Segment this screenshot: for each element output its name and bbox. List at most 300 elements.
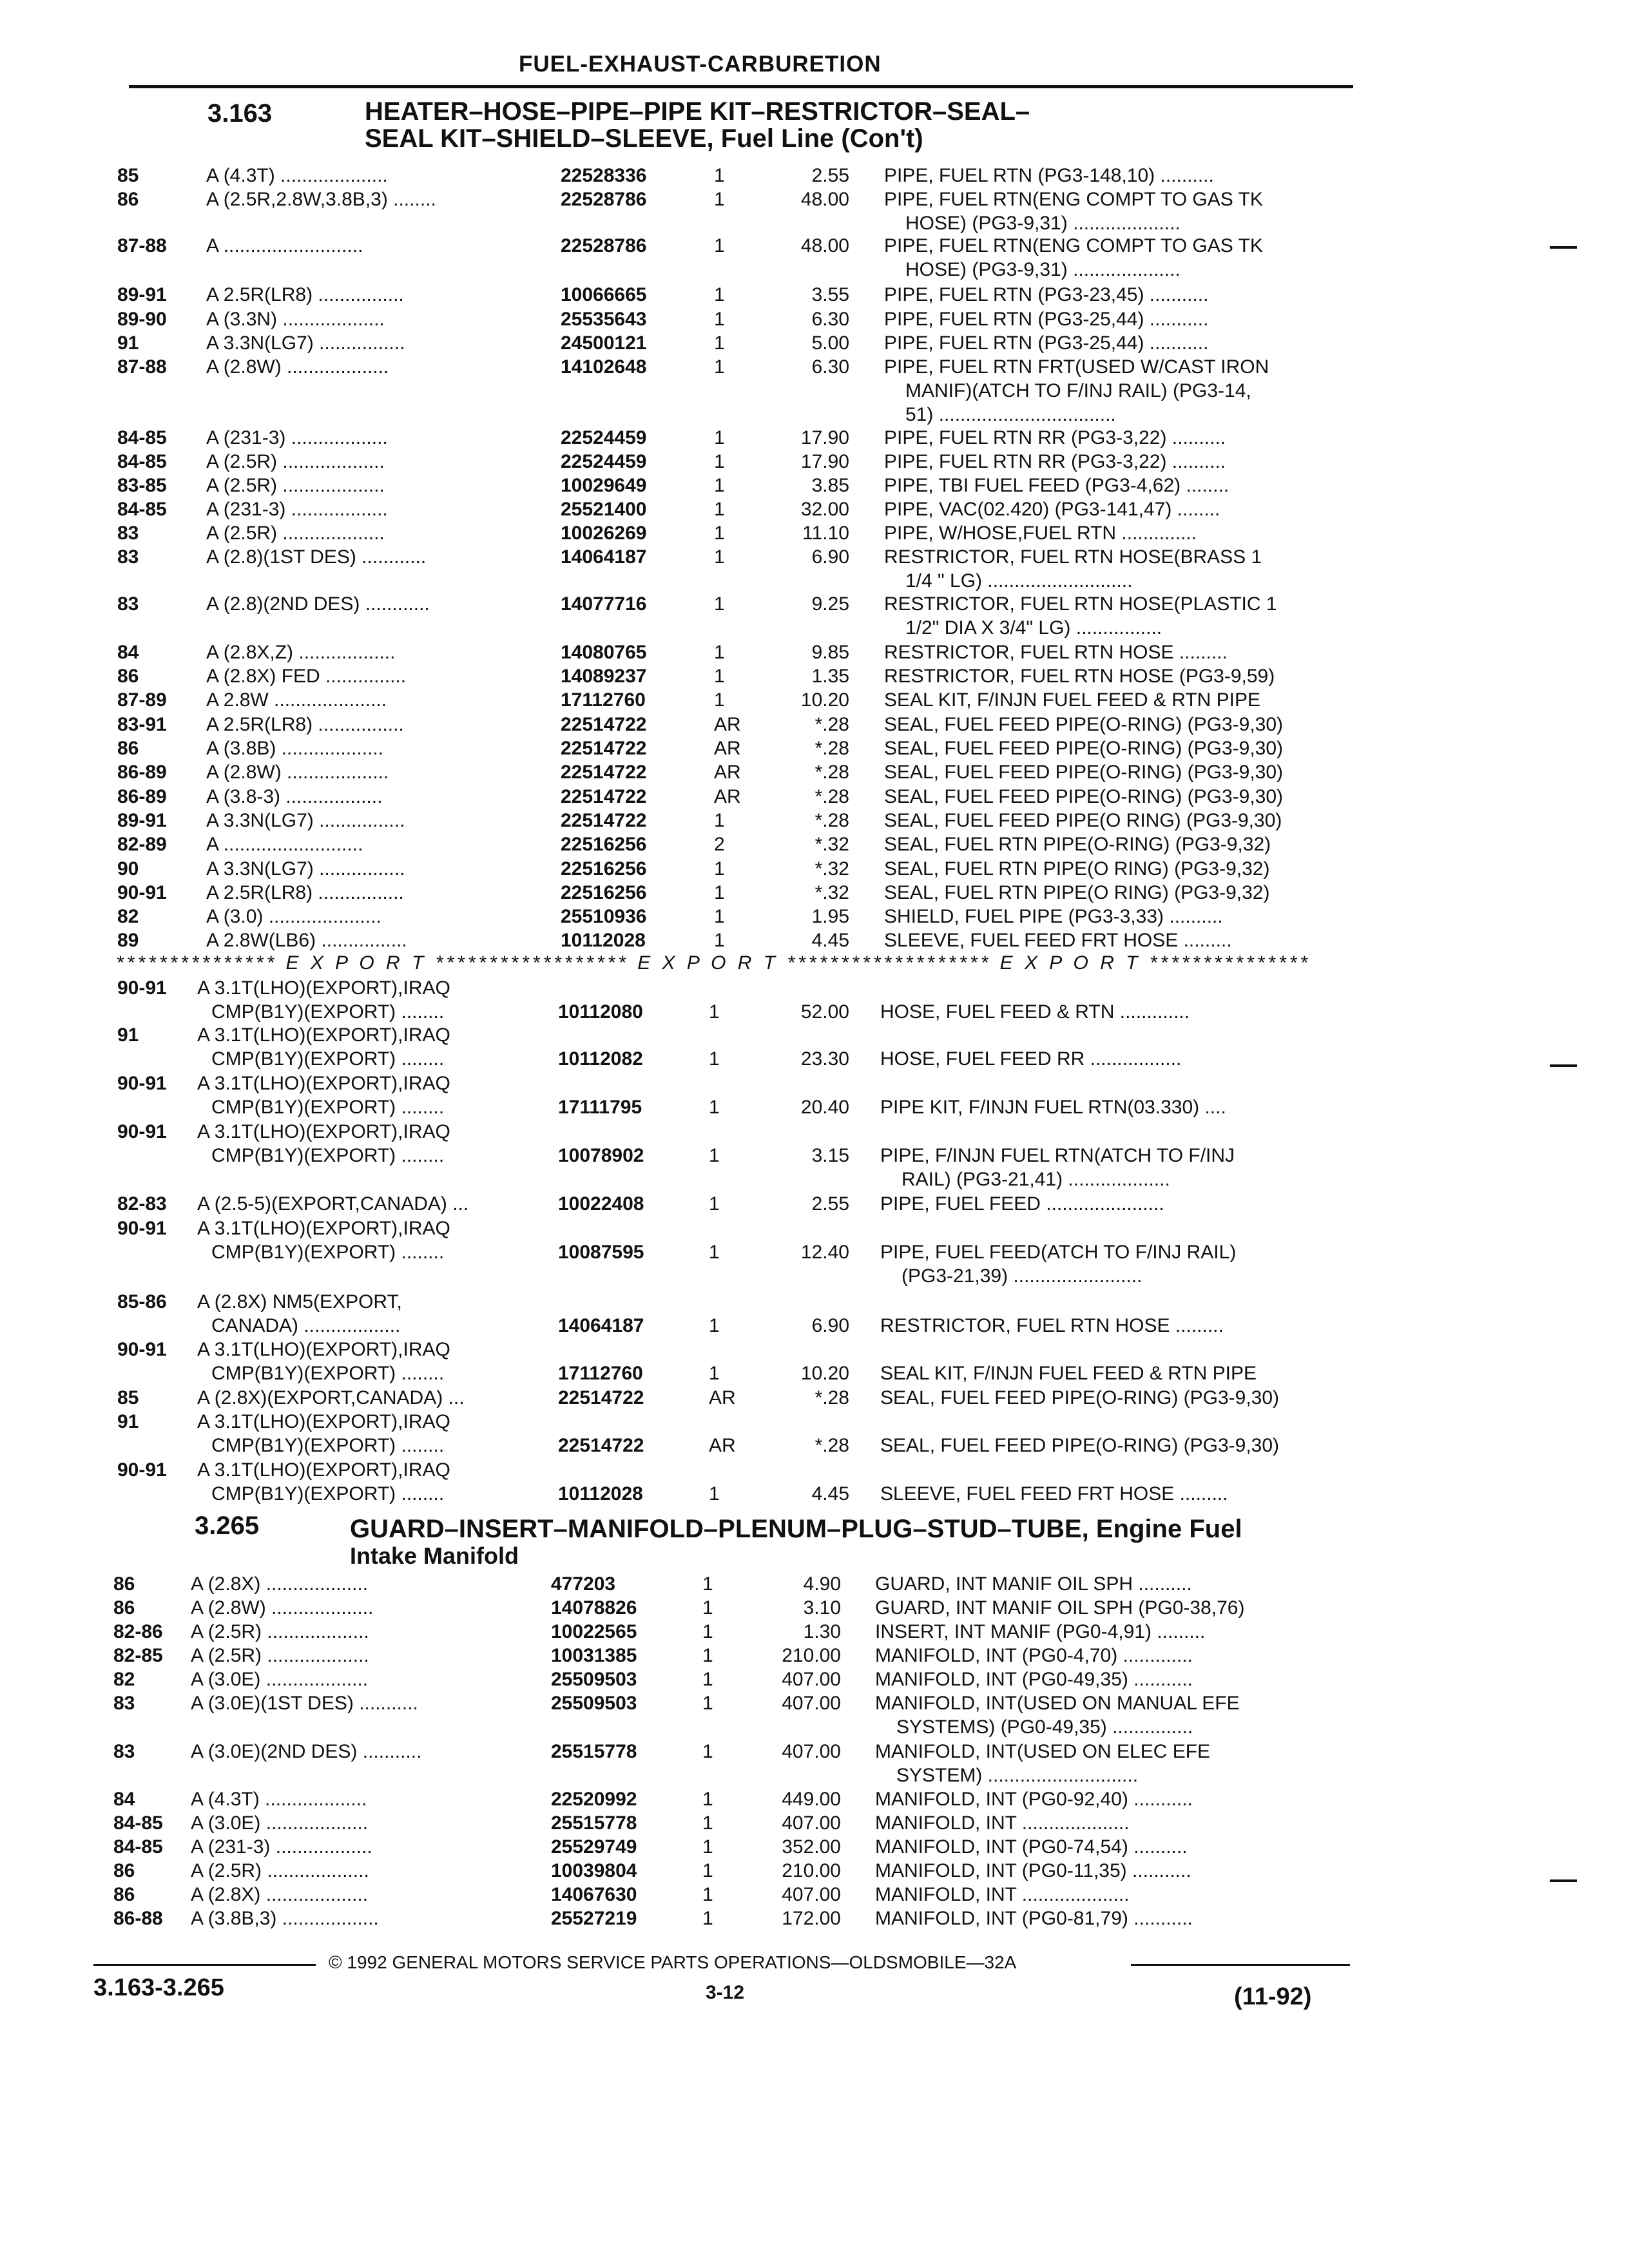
quantity: 1: [709, 1315, 720, 1336]
quantity: 1: [702, 1621, 713, 1642]
year-range: 84-85: [113, 1836, 163, 1858]
application: A (2.8X) ...................: [191, 1884, 369, 1905]
table-row: [0, 1073, 1629, 1118]
part-description: SEAL, FUEL RTN PIPE(O-RING) (PG3-9,32): [884, 834, 1271, 855]
table-row: [0, 499, 1629, 523]
price: 407.00: [782, 1884, 841, 1905]
price: 17.90: [800, 451, 849, 472]
part-description: GUARD, INT MANIF OIL SPH (PG0-38,76): [875, 1597, 1245, 1619]
quantity: 1: [702, 1908, 713, 1929]
application: A (3.8B) ...................: [206, 738, 384, 759]
quantity: AR: [714, 738, 741, 759]
quantity: 1: [702, 1597, 713, 1619]
price: 407.00: [782, 1741, 841, 1762]
price: 3.85: [811, 475, 849, 496]
part-description: RESTRICTOR, FUEL RTN HOSE .........: [880, 1315, 1224, 1336]
quantity: 1: [709, 1363, 720, 1384]
price: 20.40: [800, 1097, 849, 1118]
part-description: MANIFOLD, INT (PG0-92,40) ...........: [875, 1789, 1193, 1810]
price: *.28: [815, 786, 849, 807]
table-row: [0, 332, 1629, 356]
quantity: 1: [714, 546, 725, 568]
part-description: MANIFOLD, INT (PG0-4,70) .............: [875, 1645, 1193, 1666]
part-description: PIPE, FUEL RTN (PG3-23,45) ...........: [884, 284, 1209, 305]
year-range: 83: [117, 593, 139, 615]
price: 17.90: [800, 427, 849, 448]
footer-rule-left: [93, 1964, 316, 1966]
part-number: 22514722: [561, 786, 647, 807]
year-range: 84-85: [117, 499, 167, 520]
price: 6.90: [811, 546, 849, 568]
table-row: [0, 475, 1629, 499]
part-number: 22514722: [558, 1387, 644, 1408]
quantity: 1: [709, 1097, 720, 1118]
part-description: INSERT, INT MANIF (PG0-4,91) .........: [875, 1621, 1206, 1642]
part-description: SLEEVE, FUEL FEED FRT HOSE .........: [880, 1483, 1228, 1504]
part-description: PIPE, FUEL RTN (PG3-25,44) ...........: [884, 309, 1209, 330]
table-row: [0, 1024, 1629, 1070]
table-row: [0, 1908, 1629, 1932]
year-range: 82: [117, 906, 139, 927]
application: A (2.8X) ...................: [191, 1573, 369, 1595]
table-row: [0, 356, 1629, 425]
part-number: 22528336: [561, 165, 647, 186]
quantity: 1: [714, 165, 725, 186]
quantity: 1: [702, 1669, 713, 1690]
price: 9.85: [811, 642, 849, 663]
price: 2.55: [811, 1193, 849, 1215]
quantity: 1: [702, 1645, 713, 1666]
quantity: 1: [702, 1693, 713, 1714]
application: A (2.8X) NM5(EXPORT,: [197, 1291, 402, 1312]
quantity: 1: [714, 642, 725, 663]
year-range: 86-89: [117, 786, 167, 807]
quantity: 1: [702, 1836, 713, 1858]
part-description: SEAL, FUEL FEED PIPE(O RING) (PG3-9,30): [884, 810, 1282, 831]
table-row: [0, 427, 1629, 451]
table-row: [0, 858, 1629, 882]
table-row: [0, 906, 1629, 930]
application: A ..........................: [206, 235, 363, 256]
year-range: 82-86: [113, 1621, 163, 1642]
price: 1.35: [811, 666, 849, 687]
table-row: [0, 1387, 1629, 1411]
part-number: 22516256: [561, 858, 647, 879]
application: A (2.8W) ...................: [206, 762, 389, 783]
part-number: 22528786: [561, 235, 647, 256]
price: 11.10: [802, 523, 849, 544]
part-description: PIPE, FUEL RTN RR (PG3-3,22) ..........: [884, 451, 1226, 472]
application: A (2.5R) ...................: [206, 475, 385, 496]
application: A 2.8W(LB6) ................: [206, 930, 407, 951]
application-continued: CMP(B1Y)(EXPORT) ........: [211, 1363, 445, 1384]
quantity: AR: [709, 1435, 736, 1456]
application: A (2.8W) ...................: [191, 1597, 374, 1619]
price: 2.55: [811, 165, 849, 186]
part-description: MANIFOLD, INT (PG0-11,35) ...........: [875, 1860, 1191, 1881]
application: A 2.5R(LR8) ................: [206, 284, 404, 305]
application: A 3.1T(LHO)(EXPORT),IRAQ: [197, 1073, 450, 1094]
year-range: 83: [117, 523, 139, 544]
price: 1.30: [803, 1621, 841, 1642]
table-row: [0, 1597, 1629, 1621]
table-row: [0, 642, 1629, 666]
year-range: 89-91: [117, 810, 167, 831]
margin-mark: [1550, 1879, 1577, 1882]
part-number: 22514722: [561, 738, 647, 759]
part-description: MANIFOLD, INT (PG0-81,79) ...........: [875, 1908, 1193, 1929]
quantity: 1: [702, 1860, 713, 1881]
quantity: 1: [714, 523, 725, 544]
table-row: [0, 546, 1629, 591]
quantity: 1: [714, 666, 725, 687]
application: A 3.1T(LHO)(EXPORT),IRAQ: [197, 1459, 450, 1481]
table-row: [0, 810, 1629, 834]
application: A 3.1T(LHO)(EXPORT),IRAQ: [197, 1121, 450, 1142]
year-range: 90-91: [117, 977, 167, 999]
export-divider: *************** E X P O R T ****************** E X P O R T ******************* E X P O R T ***************: [116, 952, 1311, 974]
quantity: 1: [714, 235, 725, 256]
application: A 3.3N(LG7) ................: [206, 858, 405, 879]
description-continued: SYSTEM) ............................: [896, 1765, 1139, 1786]
part-number: 10022408: [558, 1193, 644, 1215]
price: *.32: [815, 882, 849, 903]
year-range: 83-91: [117, 714, 167, 735]
quantity: 1: [709, 1242, 720, 1263]
year-range: 84: [113, 1789, 135, 1810]
table-row: [0, 1836, 1629, 1860]
part-number: 10026269: [561, 523, 647, 544]
application: A (2.8X)(EXPORT,CANADA) ...: [197, 1387, 465, 1408]
part-number: 22514722: [561, 762, 647, 783]
part-description: PIPE, TBI FUEL FEED (PG3-4,62) ........: [884, 475, 1229, 496]
part-number: 14078826: [551, 1597, 637, 1619]
part-description: SHIELD, FUEL PIPE (PG3-3,33) ..........: [884, 906, 1223, 927]
part-description: GUARD, INT MANIF OIL SPH ..........: [875, 1573, 1192, 1595]
price: *.28: [815, 1387, 849, 1408]
part-description: PIPE, FUEL RTN(ENG COMPT TO GAS TK: [884, 189, 1263, 210]
year-range: 82-85: [113, 1645, 163, 1666]
part-description: SEAL, FUEL FEED PIPE(O-RING) (PG3-9,30): [880, 1435, 1280, 1456]
quantity: 1: [714, 189, 725, 210]
description-continued: 1/4 " LG) ...........................: [905, 570, 1133, 591]
quantity: 1: [702, 1741, 713, 1762]
year-range: 91: [117, 332, 139, 354]
part-number: 10112028: [561, 930, 646, 951]
table-row: [0, 284, 1629, 308]
table-row: [0, 1884, 1629, 1908]
part-number: 10087595: [558, 1242, 644, 1263]
year-range: 89-91: [117, 284, 167, 305]
year-range: 86: [117, 666, 139, 687]
price: *.32: [815, 834, 849, 855]
price: *.32: [815, 858, 849, 879]
application: A (2.8W) ...................: [206, 356, 389, 378]
year-range: 83-85: [117, 475, 167, 496]
part-description: MANIFOLD, INT (PG0-74,54) ..........: [875, 1836, 1188, 1858]
table-row: [0, 786, 1629, 810]
description-continued: RAIL) (PG3-21,41) ...................: [901, 1169, 1170, 1190]
table-row: [0, 1291, 1629, 1336]
quantity: 1: [702, 1573, 713, 1595]
table-row: [0, 834, 1629, 858]
part-number: 10031385: [551, 1645, 637, 1666]
table-row: [0, 451, 1629, 475]
part-description: SEAL, FUEL FEED PIPE(O-RING) (PG3-9,30): [884, 738, 1284, 759]
price: 5.00: [811, 332, 849, 354]
application: A (2.8)(2ND DES) ............: [206, 593, 430, 615]
quantity: 1: [714, 882, 725, 903]
part-number: 22514722: [561, 810, 647, 831]
year-range: 82: [113, 1669, 135, 1690]
price: 6.90: [811, 1315, 849, 1336]
price: 48.00: [800, 189, 849, 210]
application: A (2.8X) FED ...............: [206, 666, 407, 687]
application: A (2.5R) ...................: [191, 1860, 369, 1881]
table-row: [0, 1411, 1629, 1456]
price: 4.90: [803, 1573, 841, 1595]
part-description: PIPE, FUEL RTN RR (PG3-3,22) ..........: [884, 427, 1226, 448]
quantity: 1: [714, 930, 725, 951]
table-row: [0, 1121, 1629, 1190]
part-number: 22516256: [561, 834, 647, 855]
part-number: 25515778: [551, 1741, 637, 1762]
quantity: 1: [702, 1884, 713, 1905]
section-title-line: GUARD–INSERT–MANIFOLD–PLENUM–PLUG–STUD–TUBE, Engine Fuel: [350, 1515, 1242, 1543]
part-description: HOSE, FUEL FEED RR .................: [880, 1048, 1182, 1070]
year-range: 84-85: [117, 427, 167, 448]
application: A (2.5R) ...................: [191, 1621, 369, 1642]
quantity: 1: [709, 1483, 720, 1504]
year-range: 85: [117, 1387, 139, 1408]
application: A 3.1T(LHO)(EXPORT),IRAQ: [197, 1339, 450, 1360]
part-number: 25527219: [551, 1908, 637, 1929]
year-range: 90-91: [117, 882, 167, 903]
year-range: 83: [113, 1741, 135, 1762]
price: 10.20: [800, 689, 849, 711]
application: A 2.5R(LR8) ................: [206, 882, 404, 903]
year-range: 90-91: [117, 1339, 167, 1360]
price: 3.15: [811, 1145, 849, 1166]
footer-rule-right: [1131, 1964, 1350, 1966]
application-continued: CMP(B1Y)(EXPORT) ........: [211, 1435, 445, 1456]
part-number: 24500121: [561, 332, 647, 354]
table-row: [0, 738, 1629, 762]
part-description: MANIFOLD, INT(USED ON ELEC EFE: [875, 1741, 1211, 1762]
price: 23.30: [800, 1048, 849, 1070]
table-row: [0, 523, 1629, 546]
quantity: 1: [714, 810, 725, 831]
part-number: 10112028: [558, 1483, 643, 1504]
quantity: 1: [702, 1789, 713, 1810]
application: A (3.8-3) ..................: [206, 786, 383, 807]
table-row: [0, 930, 1629, 954]
part-number: 14064187: [561, 546, 647, 568]
application: A 2.8W .....................: [206, 689, 387, 711]
application: A (2.5R) ...................: [206, 523, 385, 544]
price: 52.00: [800, 1001, 849, 1023]
application: A (2.5R,2.8W,3.8B,3) ........: [206, 189, 436, 210]
part-description: SEAL, FUEL FEED PIPE(O-RING) (PG3-9,30): [884, 714, 1284, 735]
application: A (2.5R) ...................: [191, 1645, 369, 1666]
application: A (2.5R) ...................: [206, 451, 385, 472]
quantity: 1: [709, 1048, 720, 1070]
year-range: 90-91: [117, 1218, 167, 1239]
year-range: 82-89: [117, 834, 167, 855]
price: 407.00: [782, 1693, 841, 1714]
application: A (231-3) ..................: [191, 1836, 372, 1858]
part-description: RESTRICTOR, FUEL RTN HOSE(BRASS 1: [884, 546, 1262, 568]
page-header: FUEL-EXHAUST-CARBURETION: [519, 52, 882, 77]
quantity: AR: [714, 762, 741, 783]
application-continued: CMP(B1Y)(EXPORT) ........: [211, 1097, 445, 1118]
price: 4.45: [811, 1483, 849, 1504]
year-range: 82-83: [117, 1193, 167, 1215]
part-description: RESTRICTOR, FUEL RTN HOSE .........: [884, 642, 1228, 663]
part-description: PIPE, FUEL FEED(ATCH TO F/INJ RAIL): [880, 1242, 1237, 1263]
part-description: MANIFOLD, INT ....................: [875, 1812, 1130, 1834]
quantity: 1: [714, 309, 725, 330]
price: 407.00: [782, 1812, 841, 1834]
table-row: [0, 1339, 1629, 1384]
part-number: 10029649: [561, 475, 647, 496]
part-number: 14102648: [561, 356, 647, 378]
table-row: [0, 714, 1629, 738]
quantity: AR: [714, 714, 741, 735]
price: 32.00: [800, 499, 849, 520]
description-continued: SYSTEMS) (PG0-49,35) ...............: [896, 1716, 1193, 1738]
part-description: PIPE, FUEL RTN FRT(USED W/CAST IRON: [884, 356, 1269, 378]
application: A (3.3N) ...................: [206, 309, 385, 330]
year-range: 90-91: [117, 1121, 167, 1142]
quantity: 1: [709, 1001, 720, 1023]
application-continued: CANADA) ..................: [211, 1315, 401, 1336]
quantity: AR: [709, 1387, 736, 1408]
part-description: HOSE, FUEL FEED & RTN .............: [880, 1001, 1190, 1023]
part-number: 22514722: [561, 714, 647, 735]
year-range: 84-85: [117, 451, 167, 472]
table-row: [0, 1218, 1629, 1287]
year-range: 91: [117, 1411, 139, 1432]
price: 10.20: [800, 1363, 849, 1384]
table-row: [0, 235, 1629, 280]
description-continued: HOSE) (PG3-9,31) ....................: [905, 213, 1181, 234]
quantity: AR: [714, 786, 741, 807]
part-number: 477203: [551, 1573, 616, 1595]
price: 12.40: [800, 1242, 849, 1263]
part-number: 25515778: [551, 1812, 637, 1834]
part-number: 14080765: [561, 642, 647, 663]
copyright-line: © 1992 GENERAL MOTORS SERVICE PARTS OPERATIONS—OLDSMOBILE—32A: [329, 1952, 1017, 1972]
quantity: 1: [714, 475, 725, 496]
application: A (2.8X,Z) ..................: [206, 642, 396, 663]
application: A (3.0E)(1ST DES) ...........: [191, 1693, 418, 1714]
application: A 3.1T(LHO)(EXPORT),IRAQ: [197, 1411, 450, 1432]
table-row: [0, 762, 1629, 785]
application-continued: CMP(B1Y)(EXPORT) ........: [211, 1001, 445, 1023]
table-row: [0, 1193, 1629, 1217]
table-row: [0, 1741, 1629, 1786]
part-number: 17112760: [561, 689, 646, 711]
price: *.28: [815, 738, 849, 759]
year-range: 84: [117, 642, 139, 663]
quantity: 1: [702, 1812, 713, 1834]
part-description: RESTRICTOR, FUEL RTN HOSE(PLASTIC 1: [884, 593, 1277, 615]
year-range: 86: [113, 1573, 135, 1595]
table-row: [0, 882, 1629, 906]
part-number: 10066665: [561, 284, 647, 305]
part-number: 22524459: [561, 451, 647, 472]
part-description: PIPE, F/INJN FUEL RTN(ATCH TO F/INJ: [880, 1145, 1235, 1166]
quantity: 1: [714, 451, 725, 472]
year-range: 87-88: [117, 356, 167, 378]
table-row: [0, 1693, 1629, 1738]
application: A (3.0E) ...................: [191, 1669, 369, 1690]
part-number: 14064187: [558, 1315, 644, 1336]
quantity: 1: [709, 1193, 720, 1215]
table-row: [0, 165, 1629, 189]
year-range: 86: [113, 1860, 135, 1881]
price: 449.00: [782, 1789, 841, 1810]
part-number: 14067630: [551, 1884, 637, 1905]
section-title: [350, 1515, 1242, 1570]
quantity: 1: [714, 499, 725, 520]
part-number: 25521400: [561, 499, 647, 520]
part-number: 10078902: [558, 1145, 644, 1166]
quantity: 1: [714, 332, 725, 354]
header-rule: [129, 85, 1353, 88]
part-number: 22524459: [561, 427, 647, 448]
year-range: 87-88: [117, 235, 167, 256]
year-range: 90-91: [117, 1073, 167, 1094]
part-number: 10039804: [551, 1860, 637, 1881]
description-continued: 1/2" DIA X 3/4" LG) ................: [905, 617, 1162, 639]
revision-date: (11-92): [1234, 1983, 1312, 2010]
quantity: 1: [714, 356, 725, 378]
year-range: 85-86: [117, 1291, 167, 1312]
part-number: 10022565: [551, 1621, 637, 1642]
price: 172.00: [782, 1908, 841, 1929]
section-number: 3.163: [207, 99, 273, 128]
part-description: RESTRICTOR, FUEL RTN HOSE (PG3-9,59): [884, 666, 1275, 687]
year-range: 90: [117, 858, 139, 879]
year-range: 83: [117, 546, 139, 568]
year-range: 86: [113, 1597, 135, 1619]
part-number: 14077716: [561, 593, 647, 615]
part-number: 22514722: [558, 1435, 644, 1456]
table-row: [0, 666, 1629, 689]
description-continued: 51) .................................: [905, 404, 1116, 425]
table-row: [0, 189, 1629, 234]
application: A (3.0E)(2ND DES) ...........: [191, 1741, 422, 1762]
part-description: PIPE, FUEL RTN (PG3-148,10) ..........: [884, 165, 1214, 186]
part-description: PIPE, VAC(02.420) (PG3-141,47) ........: [884, 499, 1220, 520]
part-description: SEAL, FUEL FEED PIPE(O-RING) (PG3-9,30): [884, 786, 1284, 807]
part-number: 10112080: [558, 1001, 643, 1023]
year-range: 86: [117, 738, 139, 759]
section-title-line: HEATER–HOSE–PIPE–PIPE KIT–RESTRICTOR–SEAL–: [365, 97, 1030, 126]
year-range: 84-85: [113, 1812, 163, 1834]
part-description: SLEEVE, FUEL FEED FRT HOSE .........: [884, 930, 1232, 951]
part-number: 14089237: [561, 666, 647, 687]
year-range: 90-91: [117, 1459, 167, 1481]
part-number: 17111795: [558, 1097, 642, 1118]
part-description: SEAL, FUEL FEED PIPE(O-RING) (PG3-9,30): [884, 762, 1284, 783]
application-continued: CMP(B1Y)(EXPORT) ........: [211, 1242, 445, 1263]
table-row: [0, 1621, 1629, 1645]
part-number: 22528786: [561, 189, 647, 210]
part-description: MANIFOLD, INT ....................: [875, 1884, 1130, 1905]
